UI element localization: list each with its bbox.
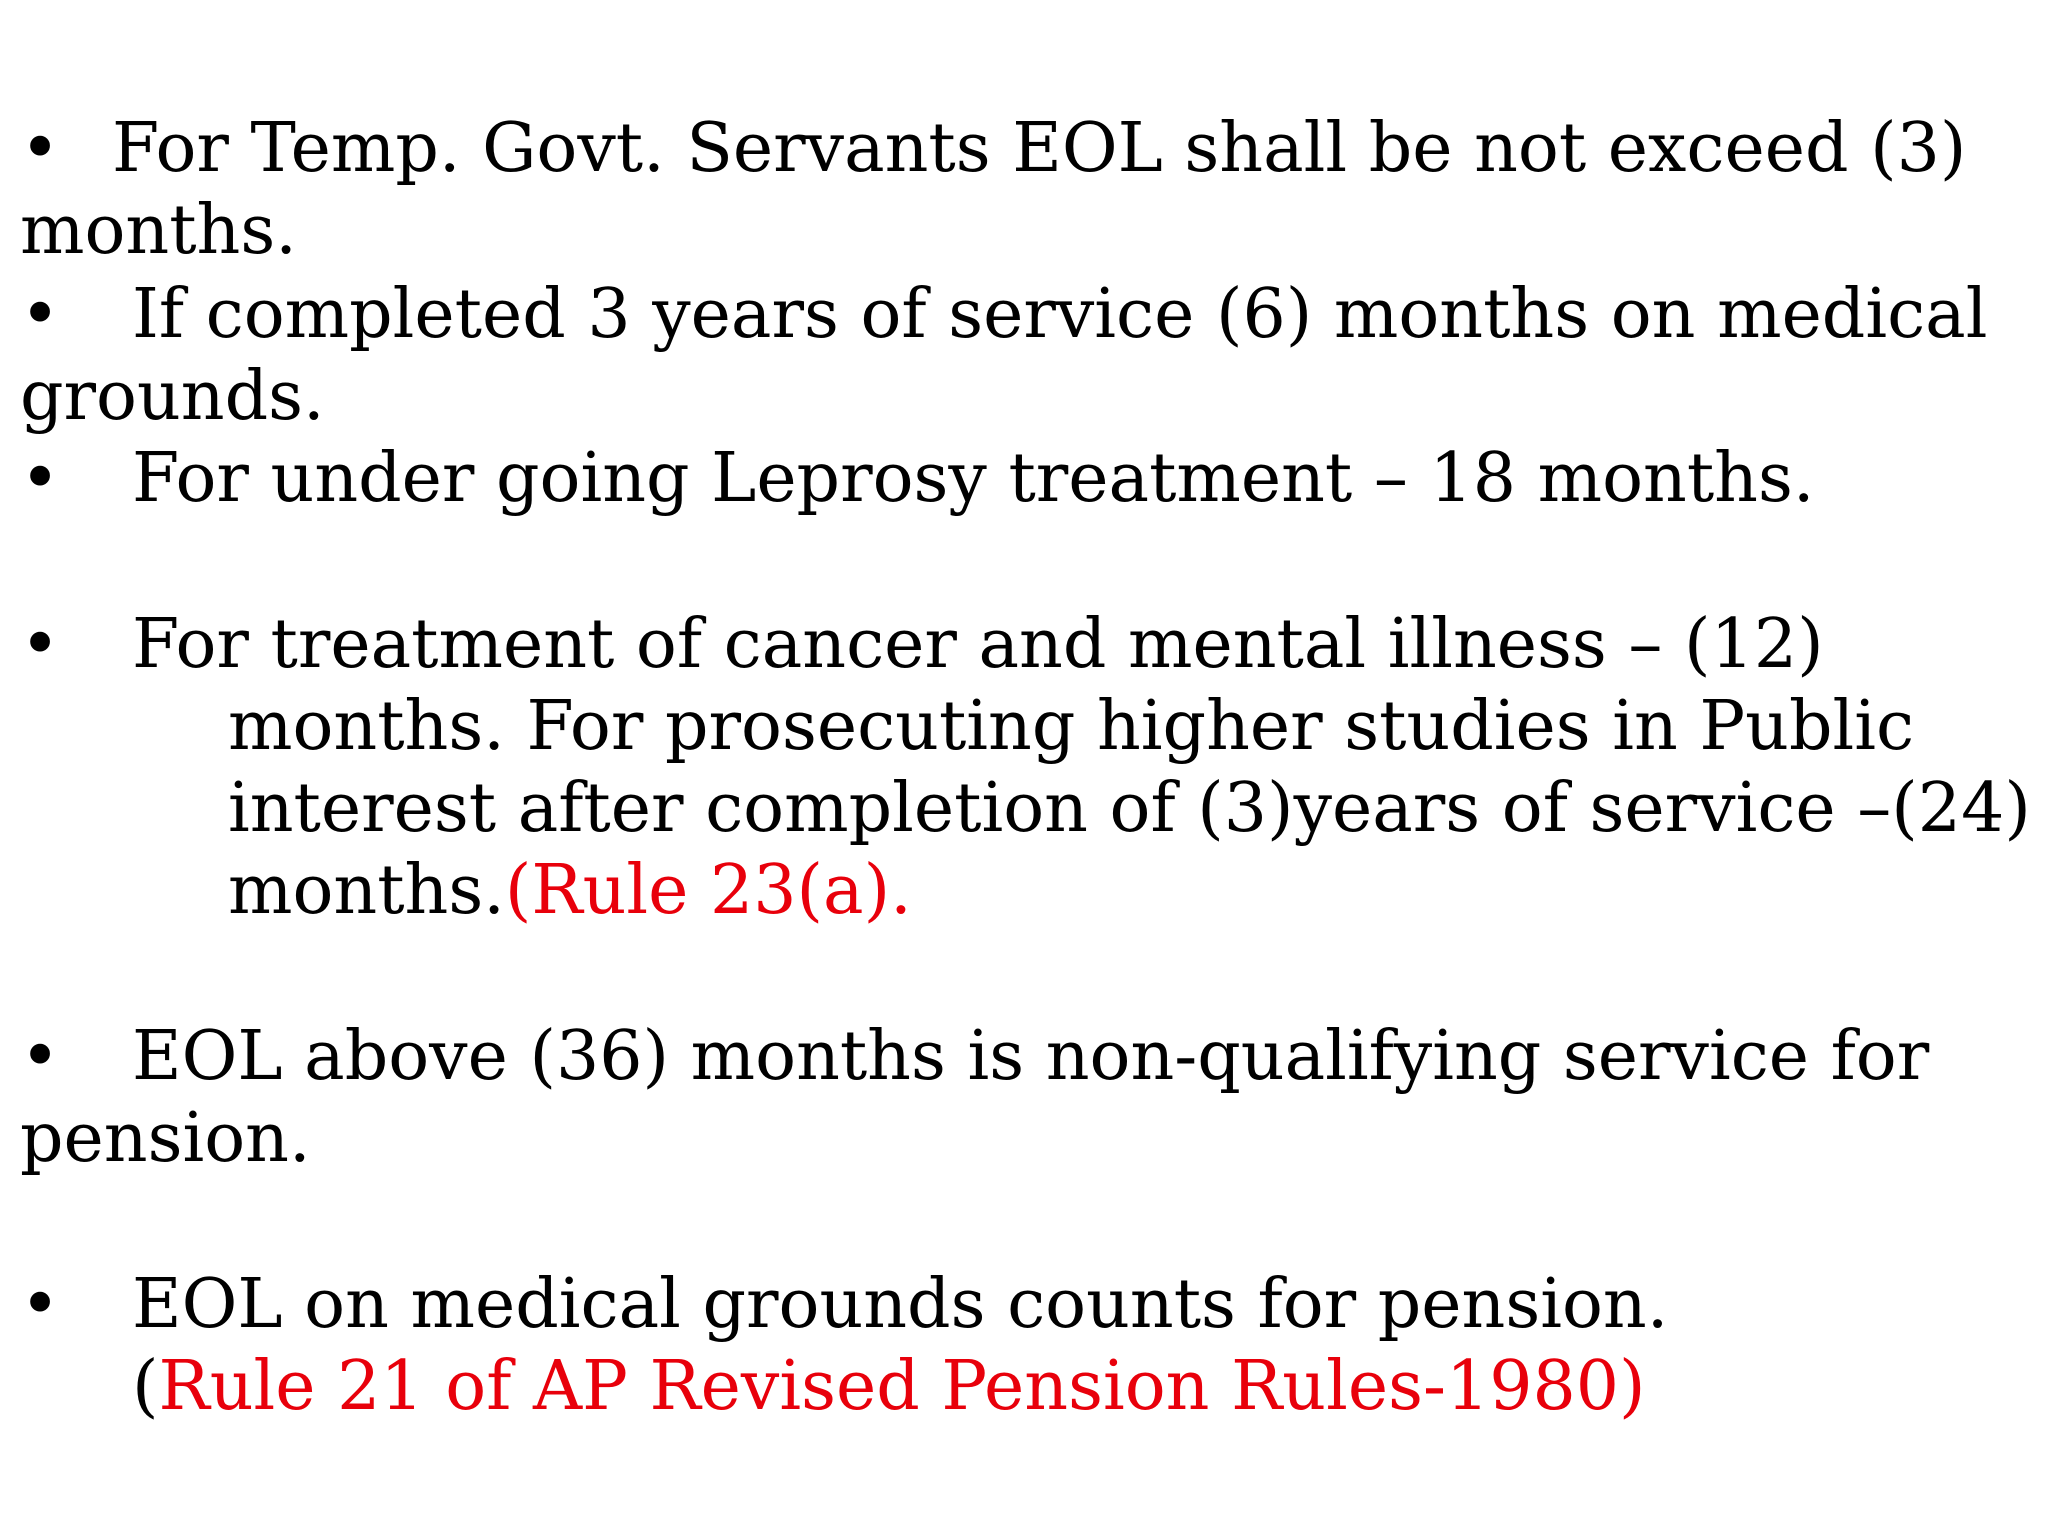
- item-4-line-4-text: months.: [228, 851, 505, 930]
- bullet-2: •: [20, 275, 61, 354]
- item-2-line-1: If completed 3 years of service (6) months on medical: [132, 275, 1988, 354]
- bullet-5: •: [20, 1017, 61, 1096]
- bullet-3: •: [20, 439, 61, 518]
- item-6-open-paren: (: [132, 1347, 159, 1426]
- item-4-line-1: For treatment of cancer and mental illness – (12): [132, 605, 1824, 684]
- item-4-line-3: interest after completion of (3)years of service –(24): [228, 769, 2031, 848]
- item-4-line-2: months. For prosecuting higher studies in Public: [228, 687, 1915, 766]
- item-6-line-2: [132, 1346, 1646, 1428]
- item-3-line-1: For under going Leprosy treatment – 18 months.: [132, 439, 1815, 518]
- item-5-line-2: pension.: [20, 1099, 311, 1178]
- item-4-line-4: [228, 850, 912, 932]
- item-6-line-1: EOL on medical grounds counts for pension.: [132, 1265, 1669, 1344]
- bullet-6: •: [20, 1265, 61, 1344]
- item-2-line-2: grounds.: [20, 357, 325, 436]
- rule-23a-reference: (Rule 23(a).: [504, 851, 912, 930]
- bullet-4: •: [20, 605, 61, 684]
- item-1-line-2: months.: [20, 191, 297, 270]
- item-5-line-1: EOL above (36) months is non-qualifying service for: [132, 1017, 1930, 1096]
- rule-21-reference: Rule 21 of AP Revised Pension Rules-1980): [158, 1347, 1646, 1426]
- item-1-line-1: For Temp. Govt. Servants EOL shall be not exceed (3): [112, 109, 1967, 188]
- bullet-1: •: [20, 109, 61, 188]
